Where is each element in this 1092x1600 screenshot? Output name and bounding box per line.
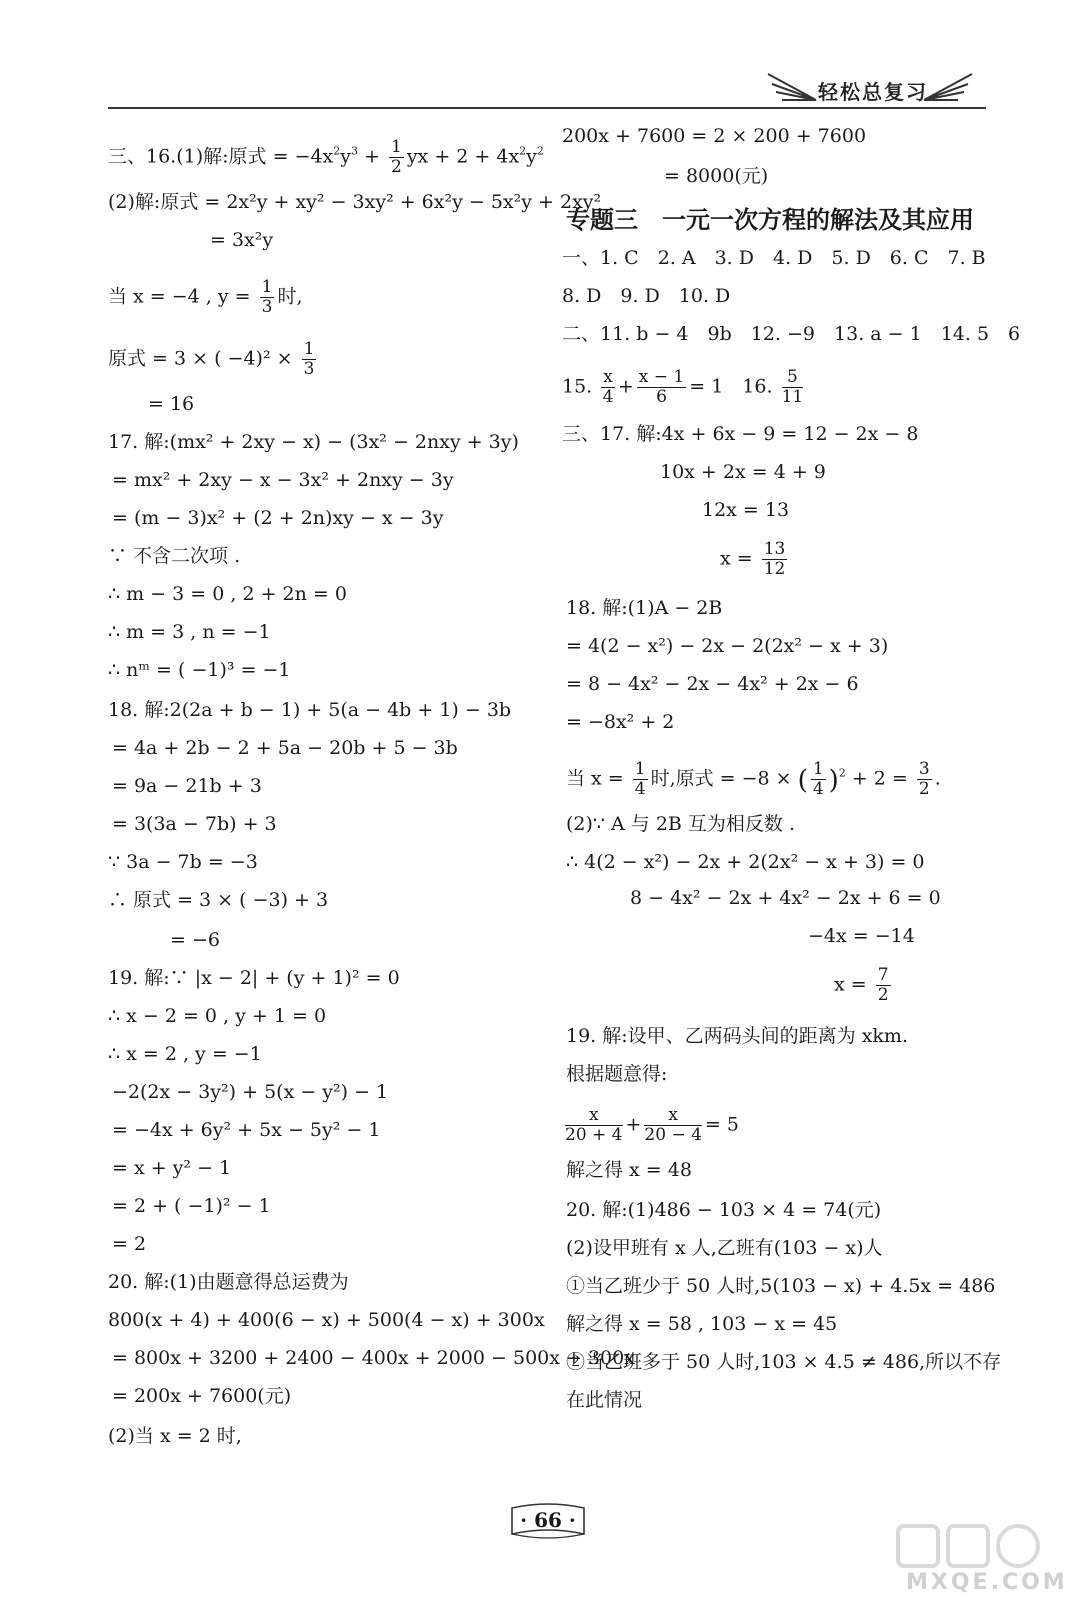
right-line-21: 19. 解:设甲、乙两码头间的距离为 xkm. <box>566 1025 908 1047</box>
left-line-20: = −6 <box>170 929 220 951</box>
right-line-13: = 8 − 4x² − 2x − 4x² + 2x − 6 <box>566 673 859 695</box>
r6-plus: + <box>617 375 634 398</box>
fraction: $\frac{3}{2}$ <box>918 759 930 799</box>
fraction: $\frac{x}{4}$ <box>602 367 614 407</box>
right-line-8: 10x + 2x = 4 + 9 <box>660 461 826 483</box>
left-line-29: 20. 解:(1)由题意得总运费为 <box>108 1271 349 1293</box>
right-line-14: = −8x² + 2 <box>566 711 675 733</box>
fraction: $\frac{1}{3}$ <box>261 277 273 317</box>
left-line-14: 18. 解:2(2a + b − 1) + 5(a − 4b + 1) − 3b <box>108 699 512 721</box>
left-line-22: ∴ x − 2 = 0 , y + 1 = 0 <box>108 1005 327 1027</box>
fraction: $\frac{1}{3}$ <box>303 339 315 379</box>
right-line-25: 20. 解:(1)486 − 103 × 4 = 74(元) <box>566 1199 882 1221</box>
r6-eq: = 1 16. <box>689 375 773 398</box>
left-line-4 <box>108 278 303 317</box>
l5-text: 原式 = 3 × ( −4)² × <box>108 347 293 370</box>
left-line-2: (2)解:原式 = 2x²y + xy² − 3xy² + 6x²y − 5x²y + 2xy² <box>108 191 602 213</box>
right-line-17: ∴ 4(2 − x²) − 2x + 2(2x² − x + 3) = 0 <box>566 851 925 873</box>
right-line-29: ②当乙班多于 50 人时,103 × 4.5 ≠ 486,所以不存 <box>566 1351 1002 1373</box>
right-line-28: 解之得 x = 58 , 103 − x = 45 <box>566 1313 838 1335</box>
right-line-27: ①当乙班少于 50 人时,5(103 − x) + 4.5x = 486 <box>566 1275 996 1297</box>
left-line-11: ∴ m − 3 = 0 , 2 + 2n = 0 <box>108 583 347 605</box>
fraction: $\frac{x - 1}{6}$ <box>638 367 685 407</box>
l4-post: 时, <box>277 285 303 308</box>
left-line-33: (2)当 x = 2 时, <box>108 1425 242 1447</box>
fraction: $\frac{x}{20 - 4}$ <box>644 1105 702 1145</box>
left-line-12: ∴ m = 3 , n = −1 <box>108 621 271 643</box>
left-line-7: 17. 解:(mx² + 2xy − x) − (3x² − 2nxy + 3y) <box>108 431 519 453</box>
watermark <box>888 1520 1088 1598</box>
right-line-23 <box>562 1106 739 1145</box>
left-line-1: 三、16.(1)解:原式 = $-4x^2y^3$ + $\frac{1}{2}$ yx + $2 + 4x^2y^2$ <box>108 137 544 177</box>
left-line-8: = mx² + 2xy − x − 3x² + 2nxy − 3y <box>112 469 454 491</box>
right-line-18: 8 − 4x² − 2x + 4x² − 2x + 6 = 0 <box>630 887 941 909</box>
right-line-16: (2)∵ A 与 2B 互为相反数 . <box>566 813 796 835</box>
right-line-1: 200x + 7600 = 2 × 200 + 7600 <box>562 125 867 147</box>
left-line-24: −2(2x − 3y²) + 5(x − y²) − 1 <box>112 1081 389 1103</box>
right-line-15: 当 x = $\frac{1}{4}$ 时,原式 = −8 × ( $\frac{1}{4}$ )$^2$ + 2 = $\frac{3}{2}$ . <box>566 759 941 799</box>
left-line-28: = 2 <box>112 1233 147 1255</box>
right-line-5: 二、11. b − 4 9b 12. −9 13. a − 1 14. 5 6 <box>562 323 1021 345</box>
left-line-15: = 4a + 2b − 2 + 5a − 20b + 5 − 3b <box>112 737 458 759</box>
right-line-30: 在此情况 <box>566 1389 643 1411</box>
r23-eq: = 5 <box>704 1113 739 1136</box>
right-wing-ornament-icon <box>922 70 982 106</box>
right-line-19: −4x = −14 <box>808 925 915 947</box>
right-line-9: 12x = 13 <box>702 499 790 521</box>
left-line-5 <box>108 340 319 379</box>
watermark-text: MXQE.COM <box>906 1570 1068 1595</box>
l1-text: 三、16.(1)解:原式 = −4x <box>108 145 334 168</box>
header-title: 轻松总复习 <box>818 80 928 104</box>
left-line-27: = 2 + ( −1)² − 1 <box>112 1195 271 1217</box>
right-line-6 <box>562 368 806 407</box>
right-line-10 <box>720 540 790 579</box>
r23-plus: + <box>625 1113 642 1136</box>
left-line-6: = 16 <box>148 393 195 415</box>
fraction: $\frac{13}{12}$ <box>763 539 786 579</box>
r15-text: 当 x = <box>566 767 624 790</box>
left-line-3: = 3x²y <box>210 229 274 251</box>
right-line-11: 18. 解:(1)A − 2B <box>566 597 723 619</box>
left-line-19: ∴ 原式 = 3 × ( −3) + 3 <box>108 889 329 911</box>
left-line-23: ∴ x = 2 , y = −1 <box>108 1043 262 1065</box>
left-line-21: 19. 解:∵ |x − 2| + (y + 1)² = 0 <box>108 967 400 989</box>
fraction: $\frac{1}{4}$ <box>634 759 646 799</box>
left-line-17: = 3(3a − 7b) + 3 <box>112 813 277 835</box>
left-line-9: = (m − 3)x² + (2 + 2n)xy − x − 3y <box>112 507 444 529</box>
right-line-2: = 8000(元) <box>664 165 769 187</box>
r6-label: 15. <box>562 375 593 398</box>
right-line-22: 根据题意得: <box>566 1063 668 1085</box>
l1-post: yx + 2 + 4x <box>406 145 520 168</box>
right-line-7: 三、17. 解:4x + 6x − 9 = 12 − 2x − 8 <box>562 423 919 445</box>
right-line-26: (2)设甲班有 x 人,乙班有(103 − x)人 <box>566 1237 883 1259</box>
l1-mid: y <box>340 145 351 168</box>
fraction: $\frac{1}{4}$ <box>812 759 824 799</box>
page-number-badge <box>508 1500 588 1542</box>
left-line-30: 800(x + 4) + 400(6 − x) + 500(4 − x) + 300x <box>108 1309 545 1331</box>
left-line-26: = x + y² − 1 <box>112 1157 232 1179</box>
r10-text: x = <box>720 547 753 570</box>
r20-text: x = <box>834 973 867 996</box>
l4-text: 当 x = −4 , y = <box>108 285 251 308</box>
r15-end: . <box>934 767 941 790</box>
header-rule <box>108 107 986 109</box>
right-line-4: 8. D 9. D 10. D <box>562 285 731 307</box>
fraction: $\frac{7}{2}$ <box>877 965 889 1005</box>
page-header <box>0 0 1092 120</box>
fraction: $\frac{x}{20 + 4}$ <box>565 1105 623 1145</box>
r15-post: + 2 = <box>851 767 908 790</box>
left-line-18: ∵ 3a − 7b = −3 <box>108 851 258 873</box>
left-line-13: ∴ nᵐ = ( −1)³ = −1 <box>108 659 291 681</box>
left-line-32: = 200x + 7600(元) <box>112 1385 292 1407</box>
section-title: 专题三 一元一次方程的解法及其应用 <box>566 206 974 234</box>
page-number: · 66 · <box>520 1508 576 1532</box>
fraction: $\frac{5}{11}$ <box>781 367 804 407</box>
right-line-24: 解之得 x = 48 <box>566 1159 692 1181</box>
right-line-12: = 4(2 − x²) − 2x − 2(2x² − x + 3) <box>566 635 889 657</box>
left-line-10: ∵ 不含二次项 . <box>108 545 241 567</box>
left-line-25: = −4x + 6y² + 5x − 5y² − 1 <box>112 1119 381 1141</box>
l1-end: y <box>526 145 537 168</box>
watermark-logo-icon <box>888 1520 1088 1570</box>
right-line-20 <box>834 966 894 1005</box>
right-line-3: 一、1. C 2. A 3. D 4. D 5. D 6. C 7. B <box>562 247 986 269</box>
left-line-16: = 9a − 21b + 3 <box>112 775 262 797</box>
left-wing-ornament-icon <box>758 70 818 106</box>
left-line-31: = 800x + 3200 + 2400 − 400x + 2000 − 500x + 300x <box>112 1347 635 1369</box>
r15-mid: 时,原式 = −8 × <box>650 767 792 790</box>
fraction: $\frac{1}{2}$ <box>391 137 402 177</box>
